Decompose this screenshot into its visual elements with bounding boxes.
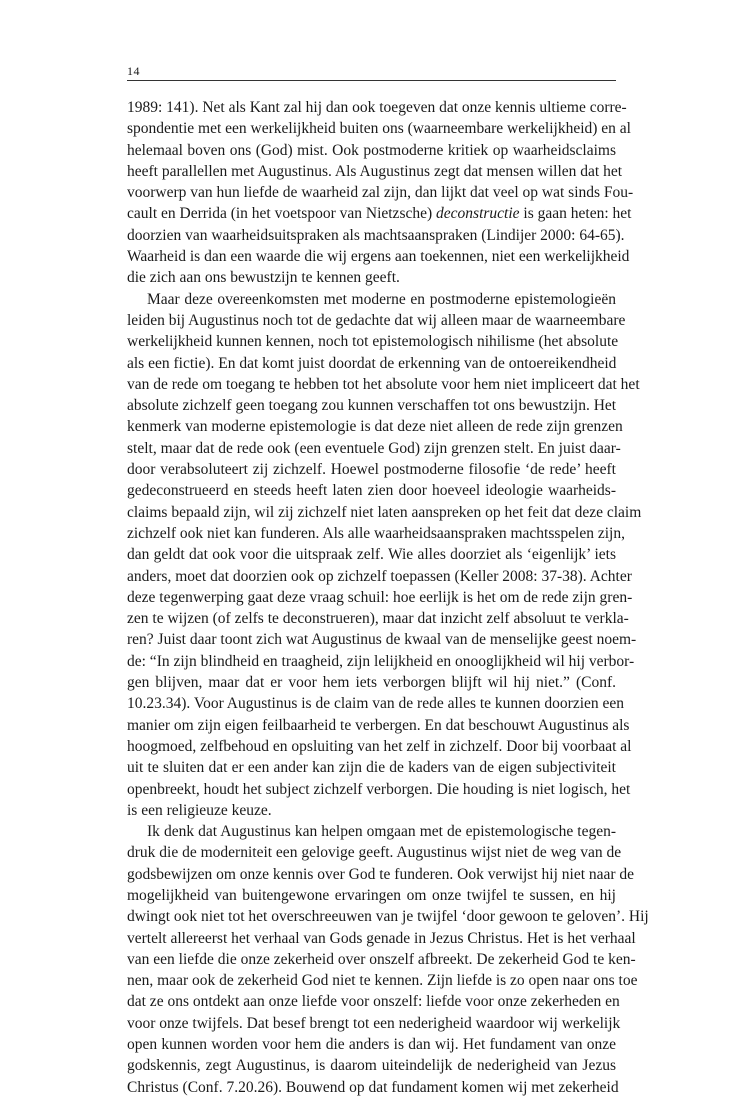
text-line: werkelijkheid kunnen kennen, noch tot epistemologisch nihilisme (het absolute bbox=[127, 333, 619, 351]
text-line: van een liefde die onze zekerheid over onszelf afbreekt. De zekerheid God te ken- bbox=[127, 950, 636, 968]
page-number: 14 bbox=[127, 64, 140, 78]
text-line: Maar deze overeenkomsten met moderne en postmoderne epistemologieën bbox=[147, 290, 616, 308]
text-line: druk die de moderniteit een gelovige geeft. Augustinus wijst niet de weg van de bbox=[127, 844, 622, 862]
header-rule bbox=[127, 80, 616, 81]
text-line: zichzelf ook niet kan funderen. Als alle waarheidsaanspraken machtsspelen zijn, bbox=[127, 524, 625, 542]
text-line: uit te sluiten dat er een ander kan zijn die de kaders van de eigen subjectiviteit bbox=[127, 759, 616, 777]
text-line: godskennis, zegt Augustinus, is daarom uiteindelijk de nederigheid van Jezus bbox=[127, 1057, 616, 1075]
text-line: godsbewijzen om onze kennis over God te funderen. Ook verwijst hij niet naar de bbox=[127, 865, 635, 883]
text-line: anders, moet dat doorzien ook op zichzelf toepassen (Keller 2008: 37-38). Achter bbox=[127, 567, 632, 585]
text-line: voor onze twijfels. Dat besef brengt tot een nederigheid waardoor wij werkelijk bbox=[127, 1014, 621, 1032]
text-line: open kunnen worden voor hem die anders is dan wij. Het fundament van onze bbox=[127, 1036, 616, 1054]
text-line: stelt, maar dat de rede ook (een eventuele God) zijn grenzen stelt. En juist daar- bbox=[127, 439, 621, 457]
paragraph bbox=[127, 289, 642, 821]
text-line: de: “In zijn blindheid en traagheid, zijn lelijkheid en onooglijkheid wil hij verbor- bbox=[127, 652, 635, 670]
text-line: claims bepaald zijn, wil zij zichzelf niet laten aanspreken op het feit dat deze claim bbox=[127, 503, 642, 521]
text-line: gen blijven, maar dat er voor hem iets verborgen blijft wil hij niet.” (Conf. bbox=[127, 674, 616, 692]
text-line: 10.23.34). Voor Augustinus is de claim van de rede alles te kunnen doorzien een bbox=[127, 695, 625, 713]
text-line: Waarheid is dan een waarde die wij ergens aan toekennen, niet een werkelijkheid bbox=[127, 248, 630, 266]
text-line: 1989: 141). Net als Kant zal hij dan ook toegeven dat onze kennis ultieme corre- bbox=[127, 99, 627, 116]
text-line: kenmerk van moderne epistemologie is dat deze niet alleen de rede zijn grenzen bbox=[127, 418, 623, 436]
text-line: Ik denk dat Augustinus kan helpen omgaan met de epistemologische tegen- bbox=[147, 823, 616, 841]
text-line: zen te wijzen (of zelfs te deconstrueren), maar dat inzicht zelf absoluut te verkla- bbox=[127, 610, 629, 628]
text-line: dwingt ook niet tot het overschreeuwen van je twijfel ‘door gewoon te geloven’. Hij bbox=[127, 908, 649, 926]
text-line: van de rede om toegang te hebben tot het absolute voor hem niet impliceert dat het bbox=[127, 375, 640, 393]
text-line: dat ze ons ontdekt aan onze liefde voor onszelf: liefde voor onze zekerheden en bbox=[127, 993, 620, 1011]
text-line: als een fictie). En dat komt juist doordat de erkenning van de ontoereikendheid bbox=[127, 354, 617, 372]
text-line: door verabsoluteert zij zichzelf. Hoewel postmoderne filosofie ‘de rede’ heeft bbox=[127, 461, 616, 479]
text-line: manier om zijn eigen feilbaarheid te verbergen. En dat beschouwt Augustinus als bbox=[127, 716, 630, 734]
text-line: doorzien van waarheidsuitspraken als machtsaanspraken (Lindijer 2000: 64-65). bbox=[127, 226, 625, 244]
text-line: absolute zichzelf geen toegang zou kunnen verschaffen tot ons bewustzijn. Het bbox=[127, 397, 617, 415]
text-line: heeft parallellen met Augustinus. Als Augustinus zegt dat mensen willen dat het bbox=[127, 162, 623, 180]
text-line: ren? Juist daar toont zich wat Augustinus de kwaal van de menselijke geest noem- bbox=[127, 631, 637, 649]
text-line: cault en Derrida (in het voetspoor van Nietzsche) deconstructie is gaan heten: het bbox=[127, 205, 632, 223]
text-line: hoogmoed, zelfbehoud en opsluiting van het zelf in zichzelf. Door bij voorbaat al bbox=[127, 737, 632, 755]
text-line: spondentie met een werkelijkheid buiten ons (waarneembare werkelijkheid) en al bbox=[127, 120, 631, 138]
text-line: voorwerp van hun liefde de waarheid zal zijn, dan lijkt dat veel op wat sinds Fou- bbox=[127, 184, 634, 202]
paragraph bbox=[127, 821, 649, 1098]
text-line: vertelt allereerst het verhaal van Gods genade in Jezus Christus. Het is het verhaal bbox=[127, 929, 636, 947]
text-line: openbreekt, houdt het subject zichzelf verborgen. Die houding is niet logisch, het bbox=[127, 780, 631, 798]
text-line: helemaal boven ons (God) mist. Ook postmoderne kritiek op waarheidsclaims bbox=[127, 141, 616, 159]
paragraph bbox=[127, 97, 634, 289]
body-text bbox=[127, 97, 649, 1098]
text-line: is een religieuze keuze. bbox=[127, 801, 272, 819]
text-line: Christus (Conf. 7.20.26). Bouwend op dat fundament komen wij met zekerheid bbox=[127, 1078, 619, 1096]
text-line: die zich aan ons bewustzijn te kennen geeft. bbox=[127, 269, 400, 287]
text-line: dan geldt dat ook voor die uitspraak zelf. Wie alles doorziet als ‘eigenlijk’ iets bbox=[127, 546, 616, 564]
text-line: deze tegenwerping gaat deze vraag schuil: hoe eerlijk is het om de rede zijn gren- bbox=[127, 588, 633, 606]
text-line: mogelijkheid van buitengewone ervaringen om onze twijfel te sussen, en hij bbox=[127, 886, 616, 904]
text-line: gedeconstrueerd en steeds heeft laten zien door hoeveel ideologie waarheids- bbox=[127, 482, 616, 500]
text-line: leiden bij Augustinus noch tot de gedachte dat wij alleen maar de waarneembare bbox=[127, 311, 626, 329]
emphasis: deconstructie bbox=[436, 205, 520, 223]
text-line: nen, maar ook de zekerheid God niet te kennen. Zijn liefde is zo open naar ons toe bbox=[127, 972, 638, 990]
